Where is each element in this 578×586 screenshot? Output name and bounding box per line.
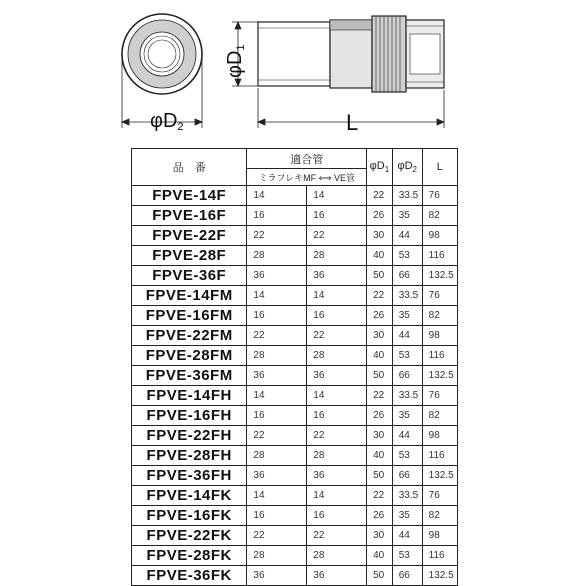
cell-mf: 22 — [247, 226, 307, 246]
cell-mf: 16 — [247, 306, 307, 326]
cell-l: 82 — [422, 506, 457, 526]
cell-d2: 35 — [392, 506, 422, 526]
cell-l: 76 — [422, 486, 457, 506]
cell-l: 76 — [422, 186, 457, 206]
cell-l: 76 — [422, 386, 457, 406]
cell-ve: 16 — [307, 406, 367, 426]
cell-mf: 36 — [247, 366, 307, 386]
cell-model: FPVE-22FH — [132, 426, 247, 446]
cell-ve: 28 — [307, 346, 367, 366]
cell-ve: 36 — [307, 466, 367, 486]
cell-l: 76 — [422, 286, 457, 306]
table-row — [132, 306, 458, 326]
cell-model: FPVE-36FH — [132, 466, 247, 486]
cell-l: 82 — [422, 206, 457, 226]
cell-d2: 33.5 — [392, 386, 422, 406]
cell-d1: 30 — [367, 226, 393, 246]
header-sub-mf: ミラフレキMF — [258, 172, 317, 183]
table-row — [132, 266, 458, 286]
cell-d1: 22 — [367, 386, 393, 406]
cell-l: 116 — [422, 546, 457, 566]
header-l: L — [422, 149, 457, 186]
table-row — [132, 566, 458, 586]
table-row — [132, 506, 458, 526]
cell-ve: 28 — [307, 446, 367, 466]
cell-d1: 50 — [367, 566, 393, 586]
cell-model: FPVE-22F — [132, 226, 247, 246]
header-compatible-pipe: 適合管 — [247, 149, 367, 169]
cell-ve: 14 — [307, 286, 367, 306]
cell-mf: 14 — [247, 186, 307, 206]
cell-ve: 36 — [307, 366, 367, 386]
cell-mf: 22 — [247, 326, 307, 346]
cell-d2: 53 — [392, 546, 422, 566]
cell-mf: 22 — [247, 526, 307, 546]
cell-l: 98 — [422, 326, 457, 346]
cell-mf: 28 — [247, 446, 307, 466]
spec-table-body — [132, 186, 458, 586]
cell-l: 116 — [422, 346, 457, 366]
cell-model: FPVE-22FK — [132, 526, 247, 546]
cell-d1: 30 — [367, 526, 393, 546]
cell-d2: 66 — [392, 566, 422, 586]
table-row — [132, 446, 458, 466]
cell-d1: 30 — [367, 426, 393, 446]
end-view — [122, 14, 202, 94]
cell-ve: 14 — [307, 186, 367, 206]
table-row — [132, 346, 458, 366]
cell-model: FPVE-28F — [132, 246, 247, 266]
cell-l: 82 — [422, 306, 457, 326]
cell-mf: 36 — [247, 466, 307, 486]
dimension-label-d2: $\varphi D_2$ — [150, 110, 184, 133]
table-row — [132, 426, 458, 446]
cell-d2: 35 — [392, 306, 422, 326]
cell-d1: 30 — [367, 326, 393, 346]
cell-d1: 40 — [367, 346, 393, 366]
cell-d2: 44 — [392, 226, 422, 246]
cell-ve: 16 — [307, 206, 367, 226]
cell-l: 116 — [422, 246, 457, 266]
cell-d1: 22 — [367, 486, 393, 506]
cell-l: 132.5 — [422, 566, 457, 586]
cell-d2: 44 — [392, 426, 422, 446]
cell-d1: 50 — [367, 266, 393, 286]
cell-d1: 40 — [367, 446, 393, 466]
cell-l: 116 — [422, 446, 457, 466]
cell-model: FPVE-14F — [132, 186, 247, 206]
cell-ve: 14 — [307, 486, 367, 506]
cell-model: FPVE-36FM — [132, 366, 247, 386]
cell-model: FPVE-36F — [132, 266, 247, 286]
cell-model: FPVE-16FK — [132, 506, 247, 526]
cell-mf: 14 — [247, 486, 307, 506]
cell-ve: 16 — [307, 306, 367, 326]
cell-l: 132.5 — [422, 366, 457, 386]
cell-l: 82 — [422, 406, 457, 426]
cell-d1: 40 — [367, 546, 393, 566]
table-row — [132, 226, 458, 246]
cell-mf: 36 — [247, 266, 307, 286]
side-view — [258, 16, 444, 92]
cell-model: FPVE-16FH — [132, 406, 247, 426]
cell-model: FPVE-14FK — [132, 486, 247, 506]
cell-l: 98 — [422, 526, 457, 546]
header-model: 品 番 — [132, 149, 247, 186]
cell-mf: 16 — [247, 506, 307, 526]
cell-mf: 36 — [247, 566, 307, 586]
fitting-drawing — [0, 0, 578, 140]
cell-d2: 66 — [392, 466, 422, 486]
cell-mf: 14 — [247, 386, 307, 406]
cell-d2: 66 — [392, 366, 422, 386]
dimension-label-l: L — [346, 110, 359, 135]
cell-model: FPVE-28FH — [132, 446, 247, 466]
cell-model: FPVE-14FM — [132, 286, 247, 306]
table-row — [132, 466, 458, 486]
cell-model: FPVE-16F — [132, 206, 247, 226]
cell-model: FPVE-22FM — [132, 326, 247, 346]
cell-d2: 33.5 — [392, 286, 422, 306]
cell-mf: 28 — [247, 246, 307, 266]
cell-model: FPVE-28FM — [132, 346, 247, 366]
cell-d2: 66 — [392, 266, 422, 286]
cell-d1: 22 — [367, 186, 393, 206]
cell-mf: 16 — [247, 406, 307, 426]
cell-d2: 35 — [392, 206, 422, 226]
cell-d1: 26 — [367, 306, 393, 326]
table-row — [132, 326, 458, 346]
cell-mf: 28 — [247, 346, 307, 366]
cell-d1: 40 — [367, 246, 393, 266]
cell-ve: 28 — [307, 246, 367, 266]
cell-model: FPVE-16FM — [132, 306, 247, 326]
cell-model: FPVE-36FK — [132, 566, 247, 586]
cell-d1: 50 — [367, 366, 393, 386]
cell-ve: 16 — [307, 506, 367, 526]
cell-mf: 16 — [247, 206, 307, 226]
cell-l: 132.5 — [422, 466, 457, 486]
table-row — [132, 406, 458, 426]
table-row — [132, 186, 458, 206]
cell-d2: 33.5 — [392, 186, 422, 206]
table-row — [132, 286, 458, 306]
cell-ve: 22 — [307, 426, 367, 446]
header-compatible-sub — [247, 169, 367, 186]
cell-ve: 28 — [307, 546, 367, 566]
cell-mf: 14 — [247, 286, 307, 306]
table-row — [132, 246, 458, 266]
cell-d2: 53 — [392, 346, 422, 366]
cell-ve: 22 — [307, 226, 367, 246]
cell-d1: 26 — [367, 406, 393, 426]
cell-ve: 36 — [307, 566, 367, 586]
dimension-label-d1: $\varphi D_1$ — [224, 44, 247, 78]
cell-d1: 22 — [367, 286, 393, 306]
cell-d1: 50 — [367, 466, 393, 486]
table-row — [132, 386, 458, 406]
cell-d2: 35 — [392, 406, 422, 426]
cell-d2: 44 — [392, 526, 422, 546]
cell-mf: 28 — [247, 546, 307, 566]
cell-ve: 14 — [307, 386, 367, 406]
spec-table — [131, 148, 458, 586]
cell-model: FPVE-14FH — [132, 386, 247, 406]
cell-d2: 33.5 — [392, 486, 422, 506]
table-row — [132, 366, 458, 386]
table-row — [132, 526, 458, 546]
header-d1: $\varphi D_1$ — [367, 149, 393, 186]
cell-d2: 53 — [392, 246, 422, 266]
cell-ve: 22 — [307, 526, 367, 546]
header-d2: $\varphi D_2$ — [392, 149, 422, 186]
table-row — [132, 486, 458, 506]
cell-d2: 44 — [392, 326, 422, 346]
cell-ve: 22 — [307, 326, 367, 346]
cell-mf: 22 — [247, 426, 307, 446]
table-row — [132, 546, 458, 566]
cell-model: FPVE-28FK — [132, 546, 247, 566]
cell-ve: 36 — [307, 266, 367, 286]
cell-l: 98 — [422, 226, 457, 246]
table-row — [132, 206, 458, 226]
cell-l: 132.5 — [422, 266, 457, 286]
header-sub-ve: VE管 — [334, 172, 356, 183]
arrow-icon: ⟺ — [318, 172, 332, 183]
cell-l: 98 — [422, 426, 457, 446]
cell-d2: 53 — [392, 446, 422, 466]
cell-d1: 26 — [367, 206, 393, 226]
cell-d1: 26 — [367, 506, 393, 526]
